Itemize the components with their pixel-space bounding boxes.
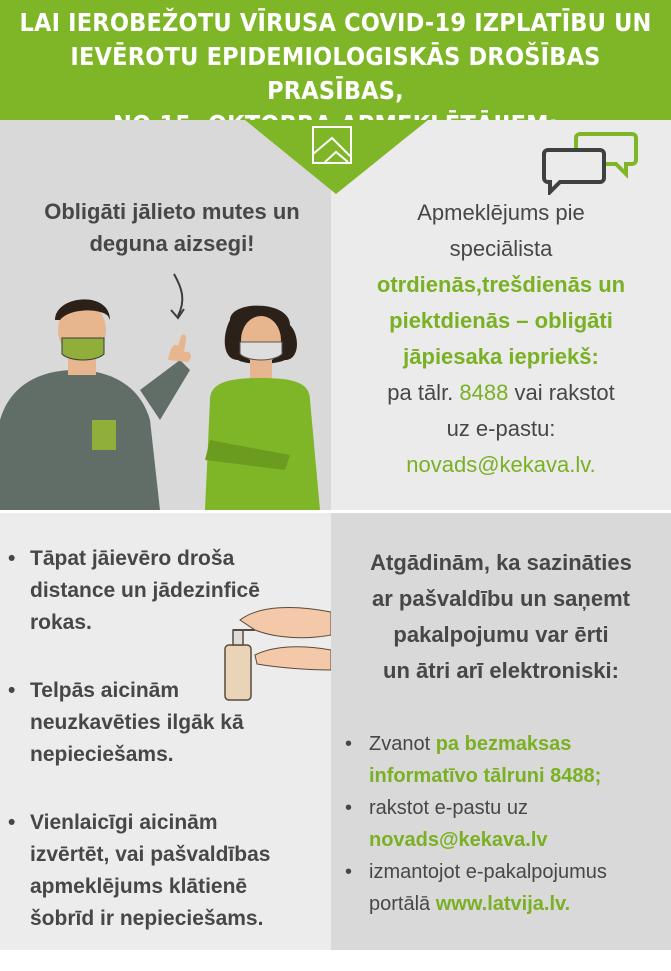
header-line: IEVĒROTU EPIDEMIOLOGISKĀS DROŠĪBAS PRASĪBAS, [70, 42, 601, 105]
text-line: • izmantojot e-pakalpojumus [369, 861, 607, 883]
email-link[interactable]: novads@kekava.lv [369, 829, 548, 851]
text-line: otrdienās,trešdienās un [376, 272, 626, 297]
text-line: Apmeklējums pie [417, 200, 585, 225]
text-line: izvērtēt, vai pašvaldības [30, 843, 271, 866]
phone-number[interactable]: informatīvo tālruni 8488; [369, 765, 602, 787]
text-line: • Telpās aicinām [30, 679, 180, 702]
text-line: uz e-pastu: [446, 416, 556, 441]
text-line: speciālista [449, 236, 553, 261]
text-line: Obligāti jālieto mutes un [44, 199, 300, 224]
email-link[interactable]: novads@kekava.lv. [406, 452, 596, 477]
text-line: ar pašvaldību un saņemt [372, 586, 630, 611]
list-item [345, 728, 665, 792]
reminder-heading [331, 545, 671, 689]
text-line: un ātri arī elektroniski: [383, 658, 619, 683]
list-item [8, 675, 328, 771]
appointment-info [331, 195, 671, 483]
chat-bubbles-icon [540, 130, 640, 195]
text-line: nepieciešams. [30, 743, 174, 766]
text-line: • Vienlaicīgi aicinām [30, 811, 218, 834]
phone-line [331, 375, 671, 411]
text-line: neuzkavēties ilgāk kā [30, 711, 244, 734]
header-banner [0, 0, 671, 120]
text-line: šobrīd ir nepieciešams. [30, 907, 264, 930]
text-span: pa bezmaksas [435, 733, 572, 755]
text-line: jāpiesaka iepriekš: [403, 344, 599, 369]
contacts-list [345, 728, 665, 920]
website-link[interactable]: www.latvija.lv. [435, 893, 571, 915]
masked-people-illustration [0, 290, 331, 510]
phone-number[interactable]: 8488 [459, 380, 509, 405]
text-line: • Tāpat jāievēro droša [30, 547, 235, 570]
text-span: Zvanot [369, 733, 436, 755]
text-line: rokas. [30, 611, 92, 634]
list-item [8, 807, 328, 935]
text-span: pa tālr. [387, 380, 460, 405]
text-span: portālā [369, 893, 436, 915]
list-item [8, 543, 328, 639]
list-item [345, 792, 665, 856]
text-line: apmeklējums klātienē [30, 875, 248, 898]
text-line: Atgādinām, ka sazināties [370, 550, 632, 575]
list-item [345, 856, 665, 920]
divider [0, 510, 671, 513]
text-line: deguna aizsegi! [89, 231, 255, 256]
text-line: piektdienās – obligāti [389, 308, 613, 333]
text-line: distance un jādezinficē [30, 579, 260, 602]
text-line: • rakstot e-pastu uz [369, 797, 528, 819]
masks-required-text [12, 196, 332, 260]
rules-list [8, 543, 328, 971]
text-span: vai rakstot [508, 380, 615, 405]
kekava-logo-icon [310, 124, 356, 168]
header-line: LAI IEROBEŽOTU VĪRUSA COVID-19 IZPLATĪBU UN [19, 8, 652, 37]
text-line: pakalpojumu var ērti [393, 622, 609, 647]
